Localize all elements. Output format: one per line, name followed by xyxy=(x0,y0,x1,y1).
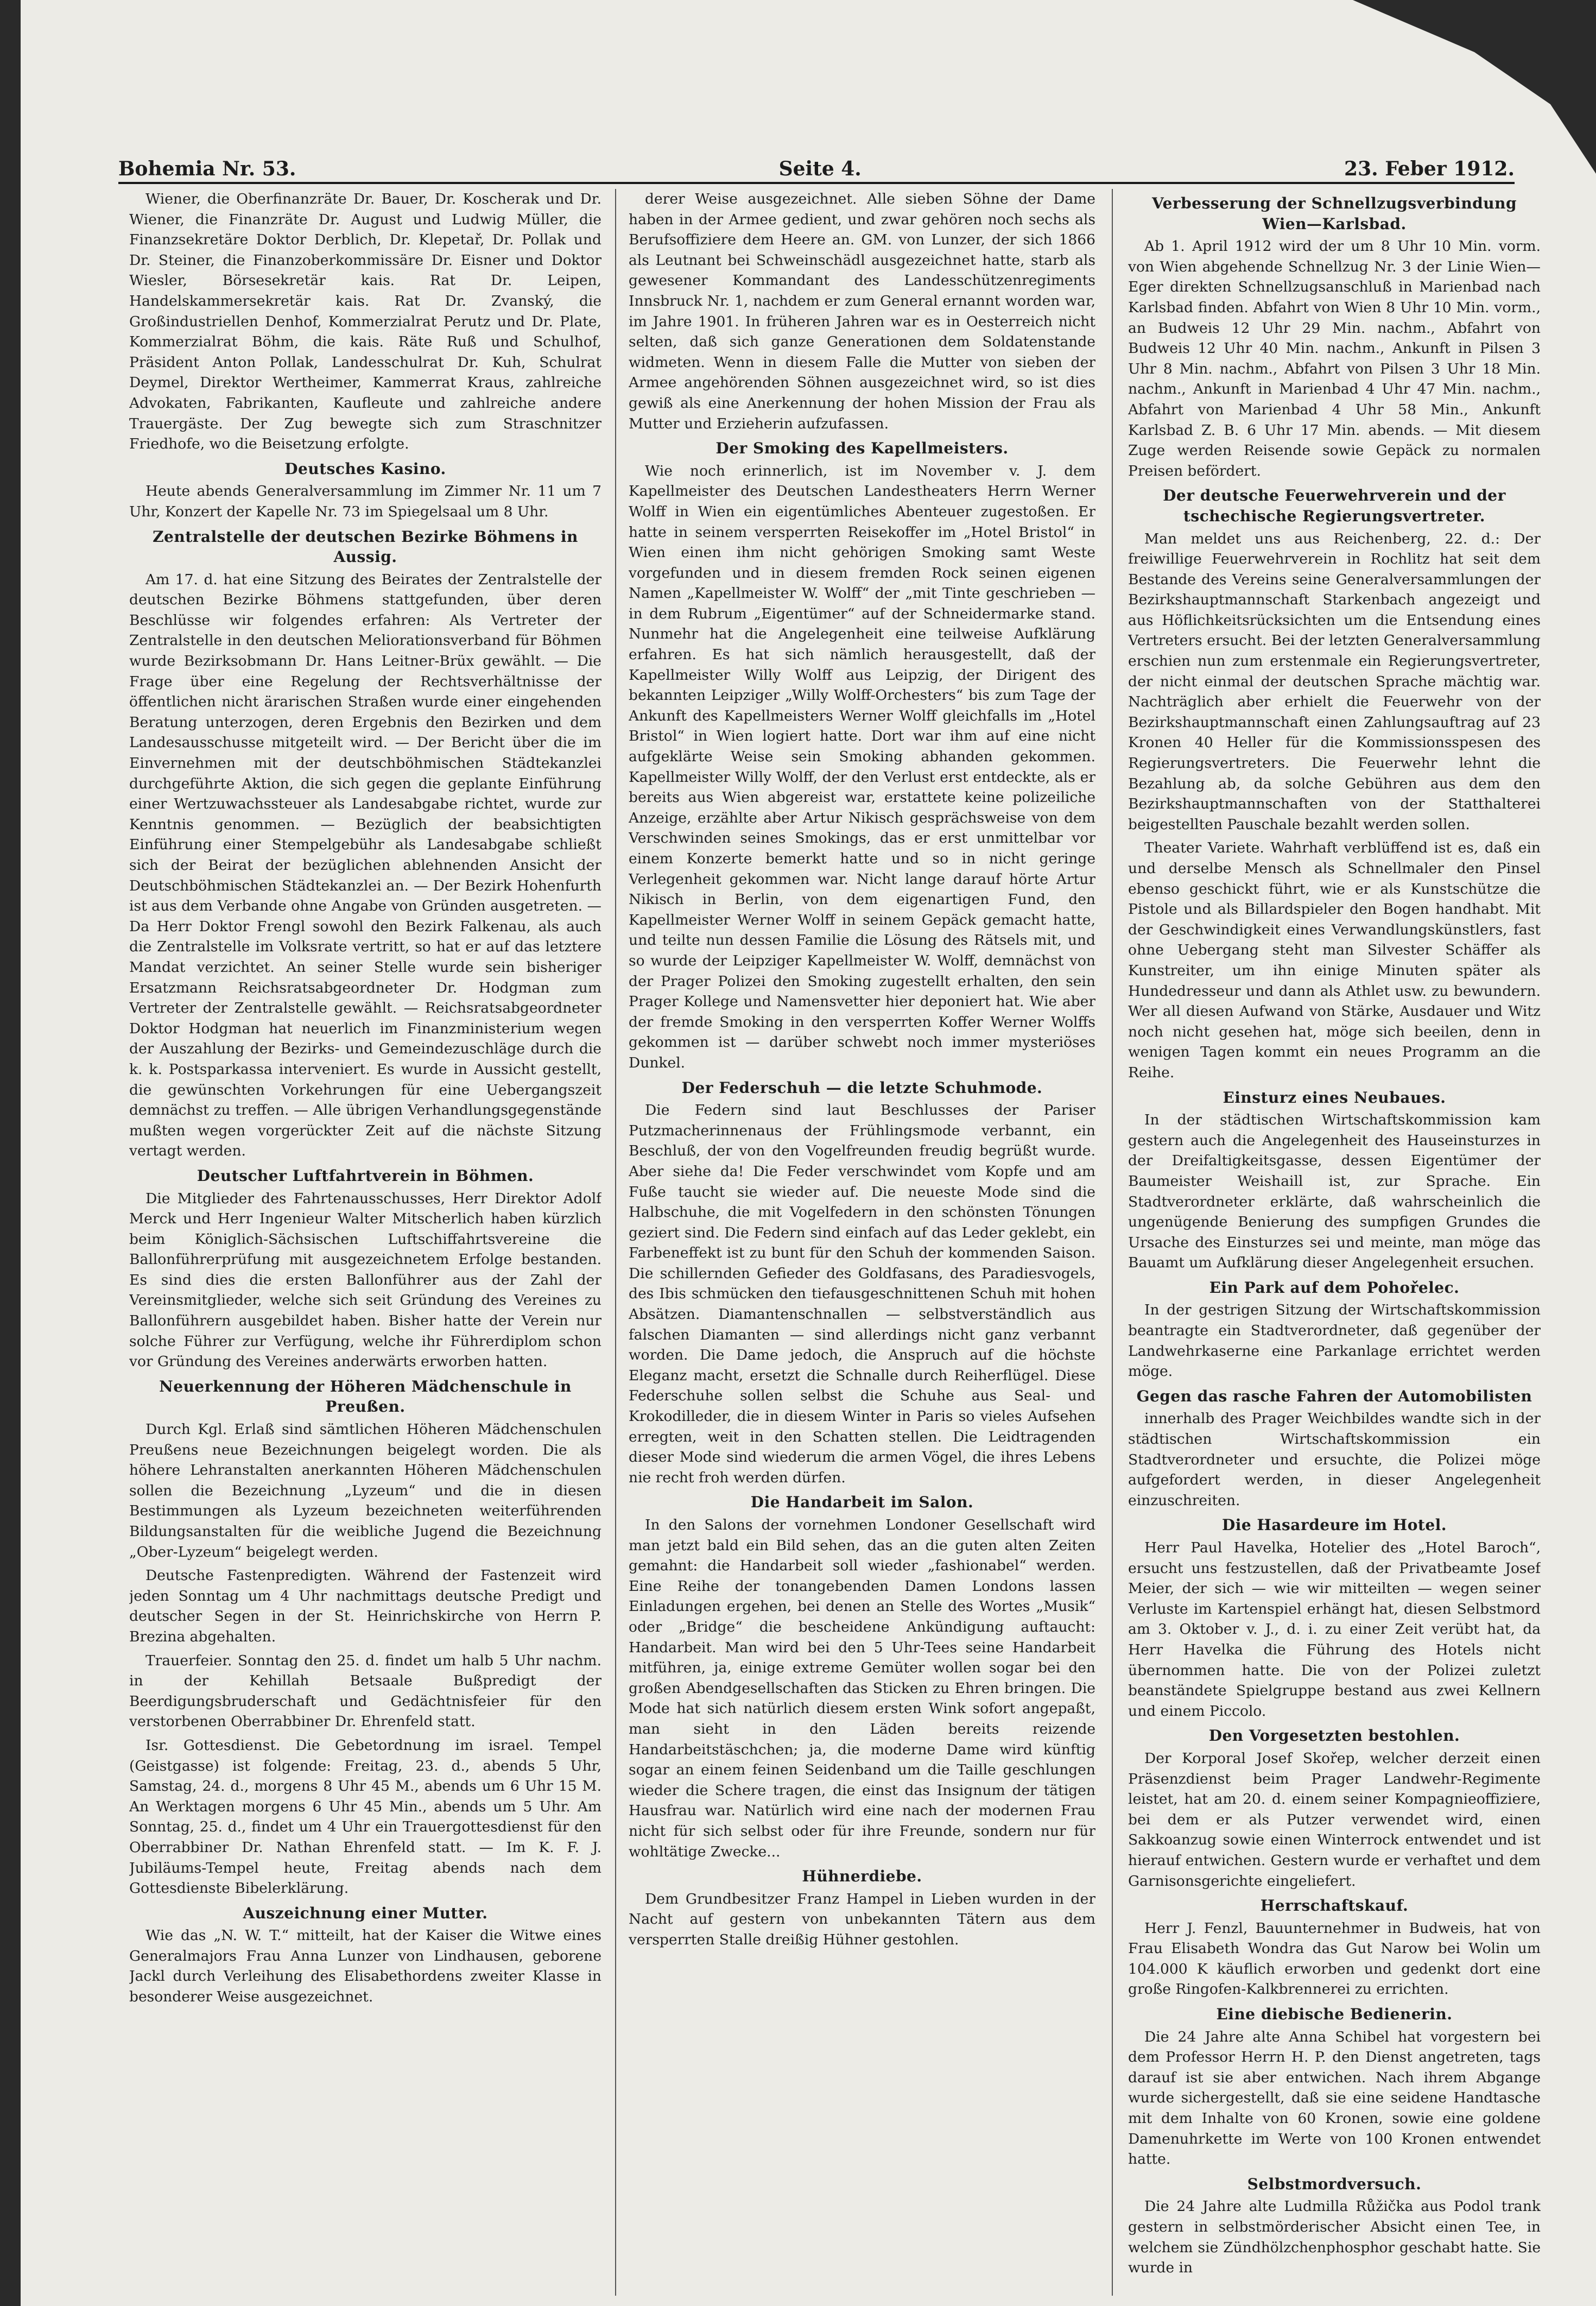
article xyxy=(1128,1278,1541,1382)
article-headline: Gegen das rasche Fahren der Automobilisten xyxy=(1136,1387,1532,1405)
article-headline: Zentralstelle der deutschen Bezirke Böhmens in Aussig. xyxy=(153,527,578,566)
column-divider-2 xyxy=(1112,189,1113,2296)
article-body: derer Weise ausgezeichnet. Alle sieben Söhne der Dame haben in der Armee gedient, und zwar gehören noch sechs als Berufsoffiziere dem Heere an. GM. von Lunzer, der sich 1866 als Leutnant bei Schweinschädl ausgezeichnet hatte, starb als gewesener Kommandant des Landesschützenregiments Innsbruck Nr. 1, nachdem er zum General ernannt worden war, im Jahre 1901. In früheren Jahren war es in Oesterreich nicht selten, daß sich ganze Generationen dem Soldatenstande widmeten. Wenn in diesem Falle die Mutter von sieben der Armee angehörenden Söhnen ausgezeichnet wird, so ist dies gewiß als eine Anerkennung der hohen Mission der Frau als Mutter und Erzieherin aufzufassen. xyxy=(629,191,1095,432)
article-body: Wie das „N. W. T.“ mitteilt, hat der Kaiser die Witwe eines Generalmajors Frau Anna Lunzer von Lindhausen, geborene Jackl durch Verleihung des Elisabethordens zweiter Klasse in besonderer Weise ausgezeichnet. xyxy=(129,1927,601,2006)
article-headline: Deutsches Kasino. xyxy=(284,459,446,478)
header-rule xyxy=(118,182,1515,184)
article-headline: Selbstmordversuch. xyxy=(1247,2175,1422,2193)
article-body: Durch Kgl. Erlaß sind sämtlichen Höheren Mädchenschulen Preußens neue Bezeichnungen beigelegt worden. Die als höhere Lehranstalten anerkannten Höheren Mädchenschulen sollen die Bezeichnung „Lyzeum“ und die in diesen Bestimmungen als Lyzeum bezeichneten weiterführenden Bildungsanstalten für die weibliche Jugend die Bezeichnung „Ober-Lyzeum“ beigelegt werden. xyxy=(129,1421,601,1561)
article-body: Dem Grundbesitzer Franz Hampel in Lieben wurden in der Nacht auf gestern von unbekannten Tätern aus dem versperrten Stalle dreißig Hühner gestohlen. xyxy=(629,1890,1095,1948)
article-headline: Verbesserung der Schnellzugsverbindung Wien—Karlsbad. xyxy=(1151,194,1517,233)
article-body: Herr J. Fenzl, Bauunternehmer in Budweis, hat von Frau Elisabeth Wondra das Gut Narow bei Wolin um 104.000 K käuflich erworben und gedenkt dort eine große Ringofen-Kalkbrennerei zu errichten. xyxy=(1128,1919,1541,1998)
article-body: Der Korporal Josef Skořep, welcher derzeit einen Präsenzdienst beim Prager Landwehr-Regimente leistet, hat am 20. d. einem seiner Kompagnieoffiziere, bei dem er als Putzer verwendet wird, einen Sakkoanzug sowie einen Winterrock entwendet und ist hierauf entwichen. Gestern wurde er verhaftet und dem Garnisonsgerichte eingeliefert. xyxy=(1128,1749,1541,1890)
article xyxy=(129,1735,601,1899)
article-body: Deutsche Fastenpredigten. Während der Fastenzeit wird jeden Sonntag um 4 Uhr nachmittags deutsche Predigt und deutscher Segen in der St. Heinrichskirche von Herrn P. Brezina abgehalten. xyxy=(129,1567,601,1645)
article-body: Am 17. d. hat eine Sitzung des Beirates der Zentralstelle der deutschen Bezirke Böhmens stattgefunden, über deren Beschlüsse wir folgendes erfahren: Als Vertreter der Zentralstelle in den deutschen Meliorationsverband für Böhmen wurde Bezirksobmann Dr. Hans Leitner-Brüx gewählt. — Die Frage über eine Regelung der Rechtsverhältnisse der öffentlichen nicht ärarischen Straßen wurde einer eingehenden Beratung unterzogen, deren Ergebnis den Bezirken und dem Landesausschusse mitgeteilt wird. — Der Bericht über die im Einvernehmen mit der deutschböhmischen Städtekanzlei durchgeführte Aktion, die sich gegen die geplante Einführung einer Wertzuwachssteuer als Landesabgabe richtet, wurde zur Kenntnis genommen. — Bezüglich der beabsichtigten Einführung einer Stempelgebühr als Landesabgabe schließt sich der Beirat der bezüglichen ablehnenden Ansicht der Deutschböhmischen Städtekanzlei an. — Der Bezirk Hohenfurth ist aus dem Verbande ohne Angabe von Gründen ausgetreten. — Da Herr Doktor Frengl sowohl den Bezirk Falkenau, als auch die Zentralstelle im Volksrate vertritt, so hat er auf das letztere Mandat verzichtet. An seiner Stelle wurde sein bisheriger Ersatzmann Reichsratsabgeordneter Dr. Hodgman zum Vertreter der Zentralstelle gewählt. — Reichsratsabgeordneter Doktor Hodgman hat neuerlich im Finanzministerium wegen der Auszahlung der Bezirks- und Gemeindezuschläge durch die k. k. Postsparkassa interveniert. Es wurde in Aussicht gestellt, die gewünschten Vorkehrungen für eine Uebergangszeit demnächst zu treffen. — Alle übrigen Verhandlungsgegenstände mußten wegen vorgerückter Zeit auf die nächste Sitzung vertagt werden. xyxy=(129,571,601,1160)
article-body: Die Federn sind laut Beschlusses der Pariser Putzmacherinnenaus der Frühlingsmode verbannt, ein Beschluß, der von den Vogelfreunden freudig begrüßt wurde. Aber siehe da! Die Feder verschwindet vom Kopfe und am Fuße taucht sie wieder auf. Die neueste Mode sind die Halbschuhe, die mit Vogelfedern in den schönsten Tönungen geziert sind. Die Federn sind einfach auf das Leder geklebt, ein Farbeneffekt ist zu bunt für den Schuh der kommenden Saison. Die schillernden Gefieder des Goldfasans, des Paradiesvogels, des Ibis schmücken den tiefausgeschnittenen Schuh mit hohen Absätzen. Diamantenschnallen — selbstverständlich aus falschen Diamanten — sind allerdings nicht ganz verbannt worden. Die Dame jedoch, die Anspruch auf die höchste Eleganz macht, ersetzt die Schnalle durch Reiherflügel. Diese Federschuhe sollen selbst die Schuhe aus Seal- und Krokodilleder, die in diesem Winter in Paris so vieles Aufsehen erregten, weit in den Schatten stellen. Die Leidtragenden dieser Mode sind wiederum die armen Vögel, die ihres Lebens nie recht froh werden dürfen. xyxy=(629,1102,1095,1486)
article xyxy=(129,1166,601,1372)
article-headline: Die Hasardeure im Hotel. xyxy=(1221,1516,1447,1534)
article xyxy=(629,1866,1095,1950)
article xyxy=(129,1903,601,2007)
article xyxy=(129,1376,601,1562)
article-body: Ab 1. April 1912 wird der um 8 Uhr 10 Min. vorm. von Wien abgehende Schnellzug Nr. 3 der Linie Wien—Eger direkten Schnellzugsanschluß in Marienbad nach Karlsbad finden. Abfahrt von Wien 8 Uhr 10 Min. vorm., an Budweis 12 Uhr 29 Min. nachm., Abfahrt von Budweis 12 Uhr 40 Min. nachm., Ankunft in Pilsen 3 Uhr 8 Min. nachm., Abfahrt von Pilsen 3 Uhr 18 Min. nachm., Ankunft in Marienbad 4 Uhr 47 Min. nachm., Abfahrt von Marienbad 4 Uhr 58 Min., Ankunft Karlsbad Z. B. 6 Uhr 17 Min. abends. — Mit diesem Zuge werden Reisende sowie Gepäck zu normalen Preisen befördert. xyxy=(1128,238,1541,479)
article xyxy=(629,189,1095,434)
article-body: Die 24 Jahre alte Anna Schibel hat vorgestern bei dem Professor Herrn H. P. den Dienst angetreten, tags darauf ist sie aber entwichen. Nach ihrem Abgange wurde sichergestellt, daß sie eine seidene Handtasche mit dem Inhalte von 60 Kronen, sowie eine goldene Damenuhrkette im Werte von 100 Kronen entwendet hatte. xyxy=(1128,2028,1541,2168)
article xyxy=(629,1492,1095,1862)
column-divider-1 xyxy=(615,189,616,2296)
article xyxy=(1128,1726,1541,1891)
article xyxy=(1128,1896,1541,2000)
article xyxy=(1128,485,1541,835)
article-body: Theater Variete. Wahrhaft verblüffend ist es, daß ein und derselbe Mensch als Schnellmaler den Pinsel ebenso geschickt führt, wie er als Kunstschütze die Pistole und als Billardspieler den Bogen handhabt. Mit der Geschwindigkeit eines Verwandlungskünstlers, fast ohne Uebergang steht man Silvester Schäffer als Kunstreiter, um ihn einige Minuten später als Hundedresseur und dann als Athlet usw. zu bewundern. Wer all diesen Aufwand von Stärke, Ausdauer und Witz noch nicht gesehen hat, möge sich beeilen, denn in wenigen Tagen kommt ein neues Programm an die Reihe. xyxy=(1128,839,1541,1081)
article-headline: Einsturz eines Neubaues. xyxy=(1223,1088,1446,1107)
article-headline: Der Smoking des Kapellmeisters. xyxy=(715,439,1009,458)
article-body: Wiener, die Oberfinanzräte Dr. Bauer, Dr. Koscherak und Dr. Wiener, die Finanzräte Dr. August und Ludwig Müller, die Finanzsekretäre Doktor Derblich, Dr. Klepetař, Dr. Pollak und Dr. Steiner, die Finanzoberkommissäre Dr. Eisner und Doktor Wiesler, Börsesekretär kais. Rat Dr. Leipen, Handelskammersekretär kais. Rat Dr. Zvanský, die Großindustriellen Denhof, Kommerzialrat Perutz und Dr. Plate, Kommerzialrat Böhm, die kais. Räte Ruß und Schulhof, Präsident Anton Pollak, Landesschulrat Dr. Kuh, Schulrat Deymel, Direktor Wertheimer, Kammerrat Kraus, zahlreiche Advokaten, Fabrikanten, Kaufleute und zahlreiche andere Trauergäste. Der Zug bewegte sich zum Straschnitzer Friedhofe, wo die Beisetzung erfolgte. xyxy=(129,191,601,453)
article-body: In der gestrigen Sitzung der Wirtschaftskommission beantragte ein Stadtverordneter, daß gegenüber der Landwehrkaserne eine Parkanlage errichtet werden möge. xyxy=(1128,1302,1541,1380)
newspaper-page xyxy=(21,0,1596,2306)
article-body: Man meldet uns aus Reichenberg, 22. d.: Der freiwillige Feuerwehrverein in Rochlitz hat seit dem Bestande des Vereins seine Generalversammlungen der Bezirkshauptmannschaft Starkenbach angezeigt und aus Höflichkeitsrücksichten um die Entsendung eines Vertreters ersucht. Bei der letzten Generalversammlung erschien nun zum erstenmale ein Regierungsvertreter, der nicht einmal der deutschen Sprache mächtig war. Nachträglich aber erhielt die Feuerwehr von der Bezirkshauptmannschaft einen Zahlungsauftrag auf 23 Kronen 40 Heller für die Kommissionsspesen des Regierungsvertreters. Die Feuerwehr lehnt die Bezahlung ab, da solche Gebühren aus dem den Bezirkshauptmannschaften von der Statthalterei beigestellten Pauschale bezahlt werden sollen. xyxy=(1128,530,1541,833)
article xyxy=(1128,1088,1541,1273)
article xyxy=(1128,1386,1541,1511)
article-headline: Den Vorgesetzten bestohlen. xyxy=(1208,1727,1460,1745)
column-1 xyxy=(129,189,601,2296)
article xyxy=(129,189,601,454)
article xyxy=(129,1565,601,1647)
paper-issue: Bohemia Nr. 53. xyxy=(118,157,296,180)
article xyxy=(1128,1515,1541,1721)
article xyxy=(1128,2174,1541,2278)
article-headline: Ein Park auf dem Pohořelec. xyxy=(1209,1278,1460,1297)
article-body: innerhalb des Prager Weichbildes wandte sich in der städtischen Wirtschaftskommission ein Stadtverordneter und ersuchte, die Polizei möge aufgefordert werden, in dieser Angelegenheit einzuschreiten. xyxy=(1128,1410,1541,1509)
article-body: In der städtischen Wirtschaftskommission kam gestern auch die Angelegenheit des Hauseinsturzes in der Dreifaltigkeitsgasse, dessen Eigentümer der Baumeister Weishaill ist, zur Sprache. Ein Stadtverordneter erklärte, daß wahrscheinlich die ungenügende Benierung des sumpfigen Grundes die Ursache des Einsturzes sei und meinte, man möge das Bauamt um Aufklärung dieser Angelegenheit ersuchen. xyxy=(1128,1111,1541,1272)
article xyxy=(1128,193,1541,481)
article-headline: Auszeichnung einer Mutter. xyxy=(243,1904,488,1922)
article xyxy=(129,527,601,1161)
article-body: Trauerfeier. Sonntag den 25. d. findet um halb 5 Uhr nachm. in der Kehillah Betsaale Bußpredigt der Beerdigungsbruderschaft und Gedächtnisfeier für den verstorbenen Oberrabbiner Dr. Ehrenfeld statt. xyxy=(129,1652,601,1730)
article-body: Die Mitglieder des Fahrtenausschusses, Herr Direktor Adolf Merck und Herr Ingenieur Walter Mitscherlich haben kürzlich beim Königlich-Sächsischen Luftschiffahrtsvereine die Ballonführerprüfung mit ausgezeichnetem Erfolge bestanden. Es sind dies die ersten Ballonführer aus der Zahl der Vereinsmitglieder, welche sich seit Gründung des Vereines zu Ballonführern ausgebildet haben. Bisher hatte der Verein nur solche Führer zur Verfügung, welche ihr Führerdiplom schon vor Gründung des Vereines anderwärts erworben hatten. xyxy=(129,1190,601,1370)
article xyxy=(629,438,1095,1073)
article-body: Isr. Gottesdienst. Die Gebetordnung im israel. Tempel (Geistgasse) ist folgende: Freitag, 23. d., abends 5 Uhr, Samstag, 24. d., morgens 8 Uhr 45 M., abends um 6 Uhr 15 M. An Werktagen morgens 6 Uhr 45 Min., abends um 5 Uhr. Am Sonntag, 25. d., findet um 4 Uhr ein Trauergottesdienst für den Oberrabbiner Dr. Nathan Ehrenfeld statt. — Im K. F. J. Jubiläums-Tempel heute, Freitag abends nach dem Gottesdienste Bibelerklärung. xyxy=(129,1736,601,1897)
article-headline: Der Federschuh — die letzte Schuhmode. xyxy=(681,1078,1043,1097)
column-3 xyxy=(1128,189,1541,2296)
article-headline: Neuerkennung der Höheren Mädchenschule in Preußen. xyxy=(159,1377,572,1416)
article-body: Herr Paul Havelka, Hotelier des „Hotel Baroch“, ersucht uns festzustellen, daß der Privatbeamte Josef Meier, der sich — wie wir mitteilten — wegen seiner Verluste im Kartenspiel erhängt hat, diesen Selbstmord am 3. Oktober v. J., d. i. zu einer Zeit verübt hat, da Herr Havelka die Führung des Hotels nicht übernommen hatte. Die von der Polizei zuletzt beanständete Spielgruppe bestand aus zwei Kellnern und einem Piccolo. xyxy=(1128,1539,1541,1720)
article xyxy=(129,1651,601,1732)
article xyxy=(129,459,601,522)
article-body: Wie noch erinnerlich, ist im November v. J. dem Kapellmeister des Deutschen Landestheaters Herrn Werner Wolff in Wien ein eigentümliches Abenteuer zugestoßen. Er hatte in seinem versperrten Reisekoffer im „Hotel Bristol“ in Wien einen ihm nicht gehörigen Smoking samt Weste vorgefunden und in diesem fremden Rock seinen eigenen Namen „Kapellmeister W. Wolff“ der „mit Tinte geschrieben — in dem Rubrum „Eigentümer“ auf der Schneidermarke stand. Nunmehr hat die Angelegenheit eine teilweise Aufklärung erfahren. Es hat sich nämlich herausgestellt, daß der Kapellmeister Willy Wolff aus Leipzig, der Dirigent des bekannten Leipziger „Willy Wolff-Orchesters“ bis zum Tage der Ankunft des Kapellmeisters Werner Wolff gleichfalls im „Hotel Bristol“ in Wien logiert hatte. Dort war ihm auf eine nicht aufgeklärte Weise sein Smoking abhanden gekommen. Kapellmeister Willy Wolff, der den Verlust erst entdeckte, als er bereits aus Wien abgereist war, erstattete keine polizeiliche Anzeige, erzählte aber Artur Nikisch gesprächsweise von dem Verschwinden seines Smokings, das er erst unmittelbar vor einem Konzerte bemerkt hatte und so in nicht geringe Verlegenheit gekommen war. Nicht lange darauf hörte Artur Nikisch in Berlin, von dem eigenartigen Fund, den Kapellmeister Werner Wolff in seinem Gepäck gemacht hatte, und teilte nun dessen Familie die Lösung des Rätsels mit, und so wurde der Leipziger Kapellmeister W. Wolff, demnächst von der Prager Polizei den Smoking zugestellt erhalten, den sein Prager Kollege und Namensvetter hier deponiert hat. Wie aber der fremde Smoking in den versperrten Koffer Werner Wolffs gekommen ist — darüber schwebt noch immer mysteriöses Dunkel. xyxy=(629,462,1095,1071)
page-number: Seite 4. xyxy=(778,157,862,180)
article-body: In den Salons der vornehmen Londoner Gesellschaft wird man jetzt bald ein Bild sehen, das an die guten alten Zeiten gemahnt: die Handarbeit soll wieder „fashionabel“ werden. Eine Reihe der tonangebenden Damen Londons lassen Einladungen ergehen, bei denen an Stelle des Wortes „Musik“ oder „Bridge“ die bescheidene Ankündigung auftaucht: Handarbeit. Man wird bei den 5 Uhr-Tees seine Handarbeit mitführen, ja, einige extreme Gemüter wollen sogar bei den großen Abendgesellschaften das Sticken zu Ehren bringen. Die Mode hat sich natürlich diesem ersten Wink sofort angepaßt, man sieht in den Läden bereits reizende Handarbeitstäschchen; ja, die moderne Dame wird künftig sogar an einem feinen Seidenband um die Taille geschlungen wieder die Schere tragen, die einst das Insignum der tätigen Hausfrau war. Natürlich wird eine nach der modernen Frau nicht für sich selbst oder für ihre Freunde, sondern nur für wohltätige Zwecke... xyxy=(629,1517,1095,1860)
article-headline: Die Handarbeit im Salon. xyxy=(750,1493,974,1512)
article xyxy=(1128,2004,1541,2170)
article-headline: Herrschaftskauf. xyxy=(1260,1897,1409,1915)
article-body: Heute abends Generalversammlung im Zimmer Nr. 11 um 7 Uhr, Konzert der Kapelle Nr. 73 im Spiegelsaal um 8 Uhr. xyxy=(129,483,601,520)
column-2 xyxy=(629,189,1095,2296)
article xyxy=(629,1078,1095,1488)
article-body: Die 24 Jahre alte Ludmilla Růžička aus Podol trank gestern in selbstmörderischer Absicht einen Tee, in welchem sie Zündhölzchenphosphor geschabt hatte. Sie wurde in xyxy=(1128,2198,1541,2277)
article-headline: Hühnerdiebe. xyxy=(802,1867,922,1886)
article-headline: Eine diebische Bedienerin. xyxy=(1216,2005,1453,2024)
issue-date: 23. Feber 1912. xyxy=(1344,157,1515,180)
article-headline: Der deutsche Feuerwehrverein und der tschechische Regierungsvertreter. xyxy=(1163,487,1506,525)
running-head xyxy=(118,148,1515,180)
article-headline: Deutscher Luftfahrtverein in Böhmen. xyxy=(197,1166,534,1185)
article xyxy=(1128,838,1541,1083)
